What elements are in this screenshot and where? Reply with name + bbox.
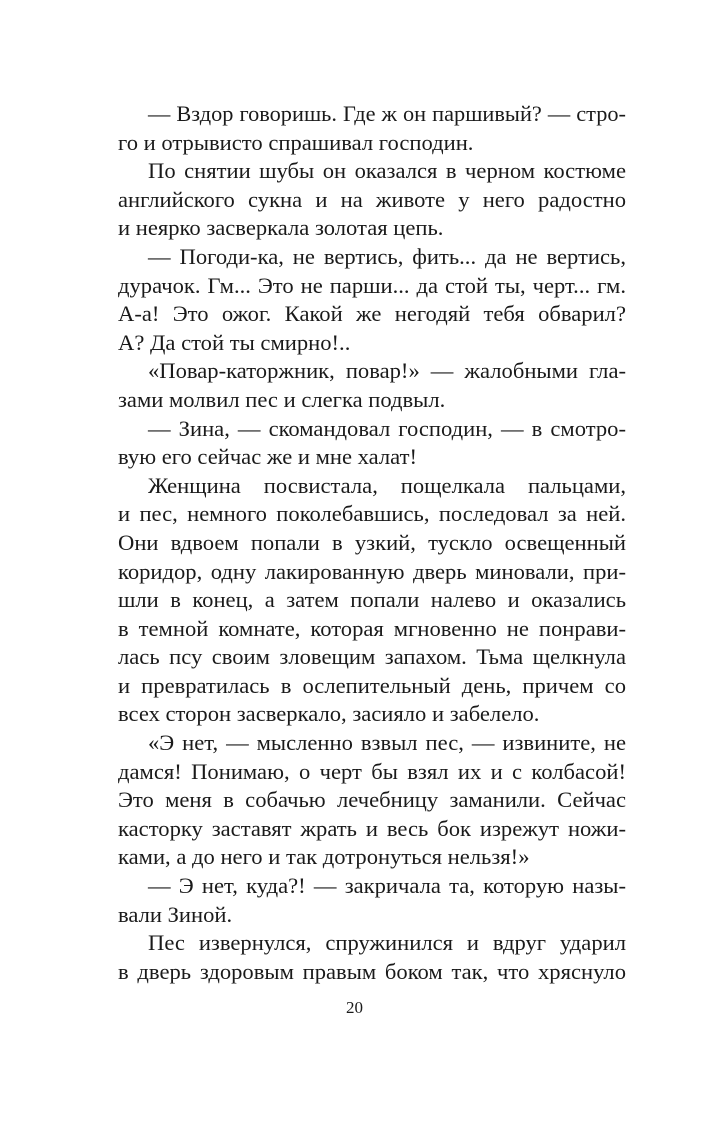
text-line: и превратилась в ослепительный день, причем со: [118, 672, 626, 698]
text-line: «Повар-каторжник, повар!» — жалобными гла-: [148, 358, 626, 384]
text-line: — Погоди-ка, не вертись, фить... да не вертись,: [148, 243, 626, 269]
text-line: лась псу своим зловещим запахом. Тьма щелкнула: [118, 644, 626, 670]
text-line: Женщина посвистала, пощелкала пальцами,: [148, 472, 626, 498]
paragraph: [118, 872, 626, 929]
text-line: шли в конец, а затем попали налево и оказались: [118, 587, 626, 613]
text-line: в дверь здоровым правым боком так, что хряснуло: [118, 958, 626, 984]
paragraph: [118, 929, 626, 986]
paragraph: [118, 415, 626, 472]
paragraph: [118, 243, 626, 357]
text-line: английского сукна и на животе у него радостно: [118, 186, 626, 212]
text-line: ками, а до него и так дотронуться нельзя!»: [118, 844, 530, 870]
text-line: «Э нет, — мысленно взвыл пес, — извините, не: [148, 730, 626, 756]
paragraph: [118, 357, 626, 414]
text-line: в темной комнате, которая мгновенно не понрави-: [118, 615, 626, 641]
paragraph: [118, 729, 626, 872]
paragraph: [118, 157, 626, 243]
text-line: всех сторон засверкало, засияло и забелело.: [118, 701, 540, 727]
text-line: и пес, немного поколебавшись, последовал за ней.: [118, 501, 626, 527]
paragraph: [118, 472, 626, 729]
text-line: Пес извернулся, спружинился и вдруг ударил: [148, 930, 626, 956]
text-line: Это меня в собачью лечебницу заманили. Сейчас: [118, 787, 626, 813]
text-line: вали Зиной.: [118, 901, 233, 927]
paragraph: [118, 100, 626, 157]
text-line: го и отрывисто спрашивал господин.: [118, 129, 474, 155]
text-line: По снятии шубы он оказался в черном костюме: [148, 158, 626, 184]
text-line: А? Да стой ты смирно!..: [118, 329, 351, 355]
text-line: Они вдвоем попали в узкий, тускло освещенный: [118, 529, 626, 555]
text-line: дамся! Понимаю, о черт бы взял их и с колбасой!: [118, 758, 626, 784]
text-line: касторку заставят жрать и весь бок изрежут ножи-: [118, 815, 626, 841]
book-page-text: [118, 100, 626, 986]
page-number: 20: [346, 998, 363, 1017]
text-line: вую его сейчас же и мне халат!: [118, 444, 418, 470]
text-line: дурачок. Гм... Это не парши... да стой ты, черт... гм.: [118, 272, 626, 298]
text-line: коридор, одну лакированную дверь миновали, при-: [118, 558, 626, 584]
text-line: — Э нет, куда?! — закричала та, которую назы-: [148, 873, 626, 899]
text-line: и неярко засверкала золотая цепь.: [118, 215, 444, 241]
text-line: А-а! Это ожог. Какой же негодяй тебя обварил?: [118, 301, 626, 327]
text-line: — Вздор говоришь. Где ж он паршивый? — стро-: [148, 101, 626, 126]
text-line: — Зина, — скомандовал господин, — в смотро-: [148, 415, 626, 441]
text-line: зами молвил пес и слегка подвыл.: [118, 386, 446, 412]
